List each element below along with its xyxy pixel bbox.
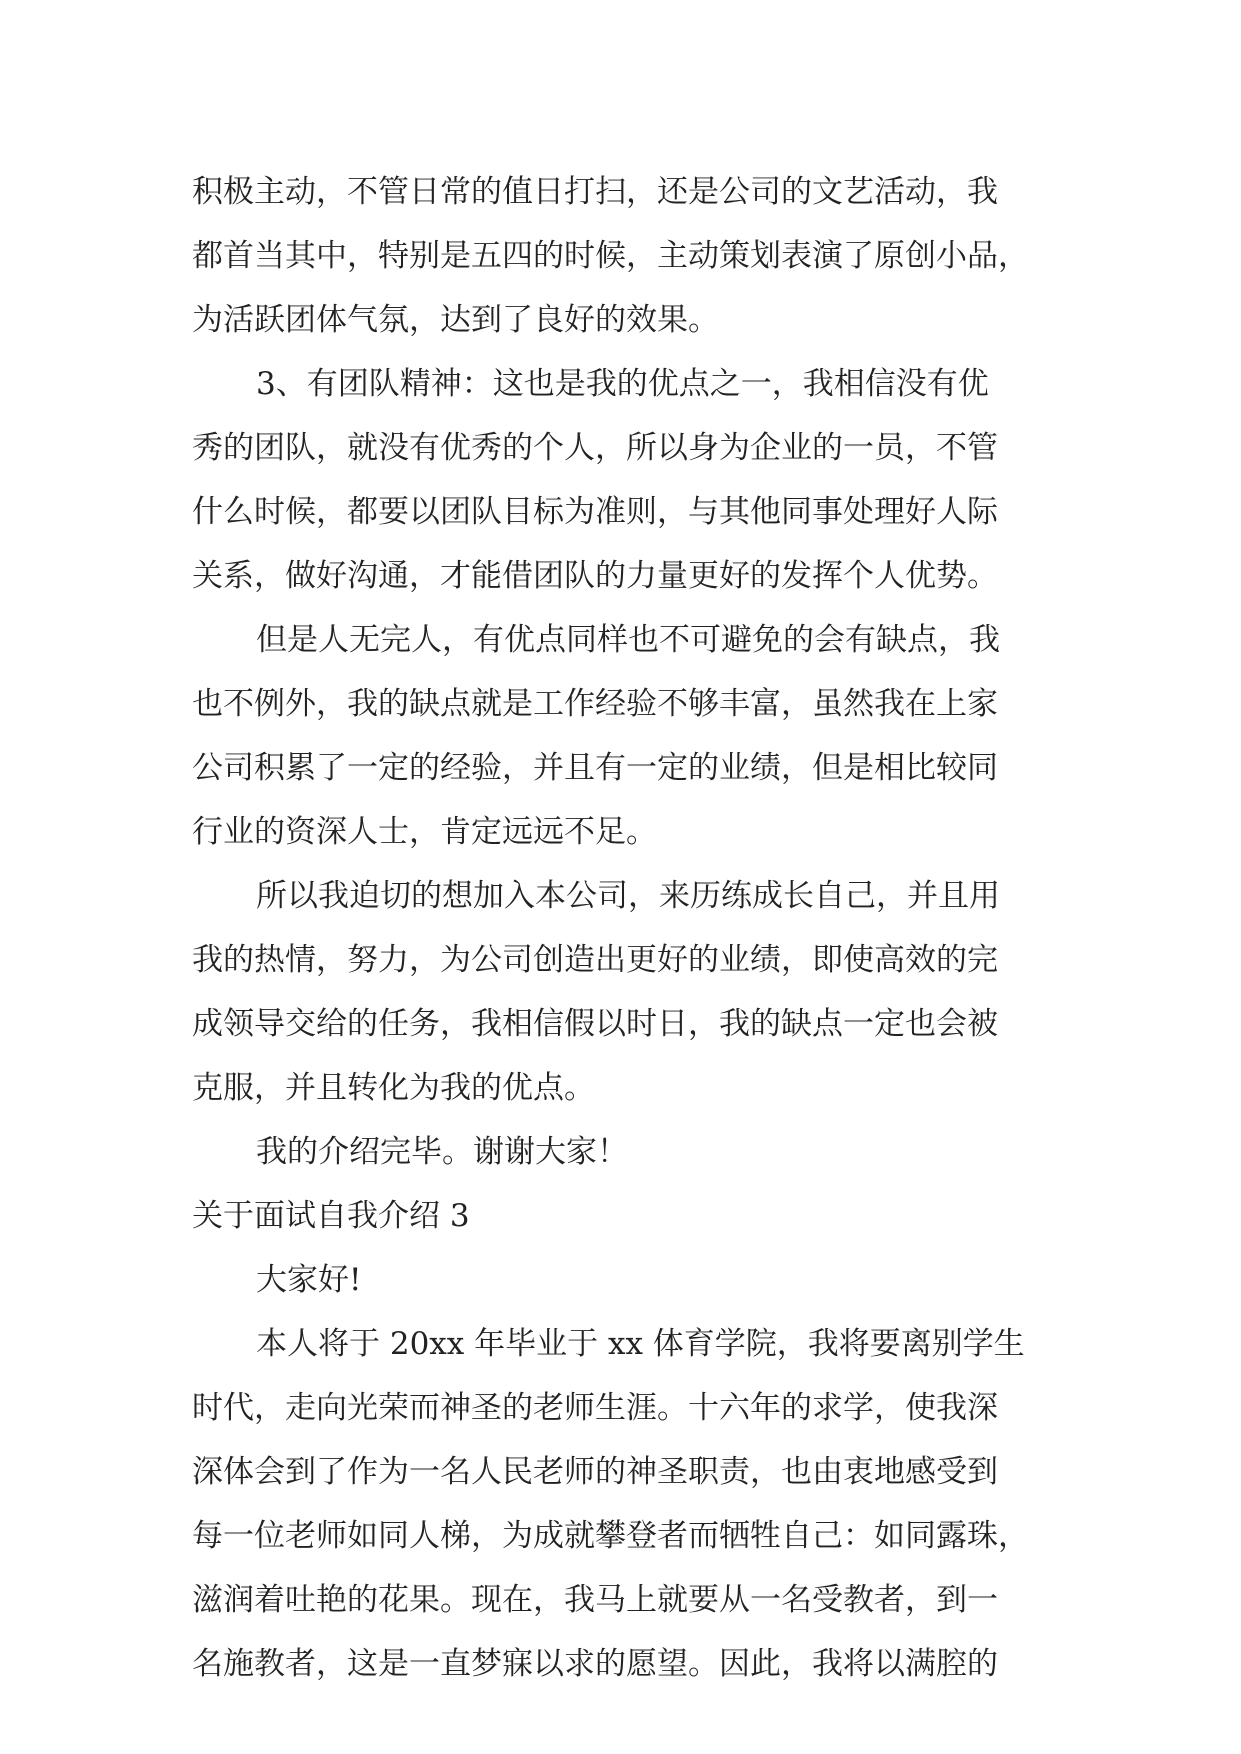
text-line: 3、有团队精神：这也是我的优点之一，我相信没有优 xyxy=(256,366,989,402)
text-line: 时代，走向光荣而神圣的老师生涯。十六年的求学，使我深 xyxy=(192,1390,998,1426)
paragraph xyxy=(192,160,1052,352)
text-line: 行业的资深人士，肯定远远不足。 xyxy=(192,814,657,850)
document-body xyxy=(192,160,1052,1696)
text-line: 本人将于 20xx 年毕业于 xx 体育学院，我将要离别学生 xyxy=(256,1326,1025,1362)
text-line: 关系，做好沟通，才能借团队的力量更好的发挥个人优势。 xyxy=(192,558,998,594)
text-line: 什么时候，都要以团队目标为准则，与其他同事处理好人际 xyxy=(192,494,998,530)
text-line: 我的热情，努力，为公司创造出更好的业绩，即使高效的完 xyxy=(192,942,998,978)
paragraph xyxy=(192,1248,1052,1312)
text-line: 我的介绍完毕。谢谢大家！ xyxy=(256,1134,628,1170)
text-line: 秀的团队，就没有优秀的个人，所以身为企业的一员，不管 xyxy=(192,430,998,466)
text-line: 名施教者，这是一直梦寐以求的愿望。因此，我将以满腔的 xyxy=(192,1646,998,1682)
text-line: 公司积累了一定的经验，并且有一定的业绩，但是相比较同 xyxy=(192,750,998,786)
paragraph xyxy=(192,864,1052,1120)
text-line: 都首当其中，特别是五四的时候，主动策划表演了原创小品， xyxy=(192,238,1029,274)
section-heading: 关于面试自我介绍 3 xyxy=(192,1198,470,1234)
text-line: 克服，并且转化为我的优点。 xyxy=(192,1070,595,1106)
paragraph xyxy=(192,352,1052,608)
paragraph xyxy=(192,608,1052,864)
text-line: 每一位老师如同人梯，为成就攀登者而牺牲自己：如同露珠， xyxy=(192,1518,1029,1554)
text-line: 积极主动，不管日常的值日打扫，还是公司的文艺活动，我 xyxy=(192,174,998,210)
text-line: 所以我迫切的想加入本公司，来历练成长自己，并且用 xyxy=(256,878,1000,914)
paragraph xyxy=(192,1312,1052,1696)
text-line: 滋润着吐艳的花果。现在，我马上就要从一名受教者，到一 xyxy=(192,1582,998,1618)
text-line: 为活跃团体气氛，达到了良好的效果。 xyxy=(192,302,719,338)
paragraph xyxy=(192,1120,1052,1184)
text-line: 大家好! xyxy=(256,1262,362,1298)
text-line: 但是人无完人，有优点同样也不可避免的会有缺点，我 xyxy=(256,622,1000,658)
text-line: 也不例外，我的缺点就是工作经验不够丰富，虽然我在上家 xyxy=(192,686,998,722)
text-line: 成领导交给的任务，我相信假以时日，我的缺点一定也会被 xyxy=(192,1006,998,1042)
text-line: 深体会到了作为一名人民老师的神圣职责，也由衷地感受到 xyxy=(192,1454,998,1490)
